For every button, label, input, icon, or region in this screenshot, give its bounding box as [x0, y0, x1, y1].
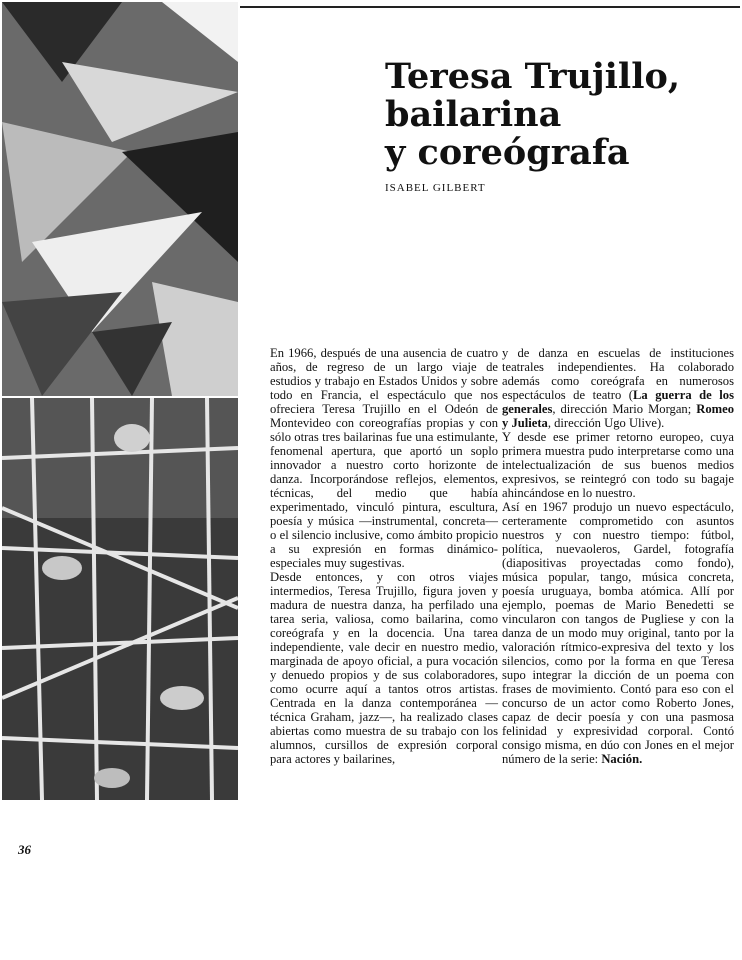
top-rule [240, 6, 740, 8]
paragraph [502, 500, 734, 766]
text-run: , dirección Ugo Ulive). [547, 416, 665, 430]
text-column-1 [270, 346, 498, 766]
text-run: y de danza en escuelas de instituciones teatrales independientes. Ha colaborado además como coreógrafa en numerosos espectáculos de teatro ( [502, 346, 734, 402]
text-run: , dirección Mario Morgan; [552, 402, 697, 416]
work-title: Nación. [601, 752, 643, 766]
text-run: Así en 1967 produjo un nuevo espectáculo, certeramente comprometido con asuntos nuestros y con nuestro tiempo: fútbol, política, nuevaoleros, Gardel, fotografía (diapositivas proyectadas como fondo), música popular, tango, música concreta, poesía uruguaya, bomba atómica. Allí por ejemplo, poemas de Mario Benedetti se vincularon con tangos de Pugliese y con la danza de un modo muy original, tanto por la valoración rítmico-expresiva del texto y los silencios, como por la forma en que Teresa supo integrar la dicción de un poema con frases de movimiento. Contó para eso con el concurso de un actor como Roberto Jones, capaz de decir poesía y con una pasmosa felinidad y expresividad corporal. Contó consigo misma, en dúo con Jones en el mejor número de la serie: [502, 500, 734, 766]
title-line-1: Teresa Trujillo, [385, 56, 681, 97]
paragraph: En 1966, después de una ausencia de cuatro años, de regreso de un largo viaje de estudios y trabajo en Estados Unidos y sobre todo en Francia, el espectáculo que nos ofreciera Teresa Trujillo en el Odeón de Montevideo con coreografías propias y con sólo otras tres bailarinas fue una estimulante, fenomenal apertura, que aportó un soplo innovador a nuestro corto horizonte de danza. Incorporándose reflejos, elementos, técnicas, del medio que había experimentado, vinculó pintura, escultura, poesía y música —instrumental, concreta— o el silencio inclusive, como ámbito propicio a su expresión en formas dinámico-especiales muy sugestivas. [270, 346, 498, 570]
page-number: 36 [18, 842, 31, 857]
dance-photo-top [2, 2, 238, 396]
abstract-shapes-image [2, 2, 238, 396]
title-line-2: bailarina [385, 94, 562, 135]
paragraph: Y desde ese primer retorno europeo, cuya primera muestra pudo interpretarse como una intelectualización de sus buenos medios expresivos, se reintegró con todo su bagaje ahincándose en lo nuestro. [502, 430, 734, 500]
article-title [385, 58, 735, 172]
author-byline: ISABEL GILBERT [385, 182, 486, 194]
paragraph: Desde entonces, y con otros viajes intermedios, Teresa Trujillo, figura joven y madura de nuestra danza, ha perfilado una tarea seria, valiosa, como bailarina, como coreógrafa y en la docencia. Una tarea independiente, vale decir en nuestro medio, marginada de apoyo oficial, a pura vocación y denuedo propios y de sus colaboradores, como ocurre aquí a tantos otros artistas. Centrada en la danza contemporánea —técnica Graham, jazz—, ha realizado clases abiertas como muestra de su trabajo con los alumnos, cursillos de expresión corporal para actores y bailarines, [270, 570, 498, 766]
title-line-3: y coreógrafa [385, 132, 630, 173]
dance-photo-bottom [2, 398, 238, 800]
play-title: La guerra de los generales [502, 388, 734, 416]
scaffold-dancers-image [2, 398, 238, 800]
paragraph [502, 346, 734, 430]
text-column-2 [502, 346, 734, 766]
play-title: Romeo y Julieta [502, 402, 734, 430]
